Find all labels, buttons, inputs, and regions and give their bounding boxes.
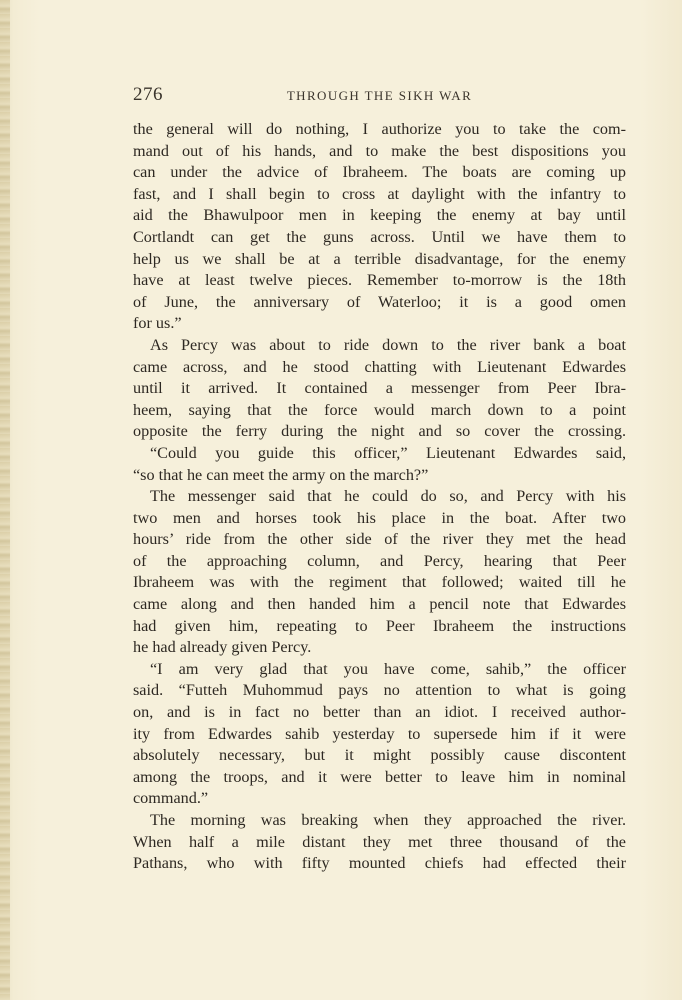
text-line: hours’ ride from the other side of the river they met the head [133,530,626,549]
text-line: aid the Bhawulpoor men in keeping the enemy at bay until [133,206,626,225]
text-line: until it arrived. It contained a messenger from Peer Ibra- [133,379,626,398]
text-line: ity from Edwardes sahib yesterday to supersede him if it were [133,724,626,743]
text-line: can under the advice of Ibraheem. The boats are coming up [133,163,626,182]
text-line: command.” [133,789,209,808]
text-line: “I am very glad that you have come, sahib,” the officer [150,659,626,678]
text-line: among the troops, and it were better to leave him in nominal [133,767,626,786]
page-spine-shadow [0,0,10,1000]
text-line: came across, and he stood chatting with Lieutenant Edwardes [133,357,626,376]
running-title: THROUGH THE SIKH WAR [286,88,473,103]
body-text [133,119,626,875]
text-line: When half a mile distant they met three thousand of the [133,832,626,851]
text-line: Cortlandt can get the guns across. Until we have them to [133,227,626,246]
page-number: 276 [133,84,163,105]
text-line: “so that he can meet the army on the march?” [133,465,429,484]
text-line: The messenger said that he could do so, and Percy with his [150,487,626,506]
text-line: Ibraheem was with the regiment that followed; waited till he [133,573,626,592]
text-line: for us.” [133,314,182,333]
text-line: As Percy was about to ride down to the river bank a boat [150,335,626,354]
text-line: fast, and I shall begin to cross at daylight with the infantry to [133,184,626,203]
text-line: he had already given Percy. [133,638,312,657]
text-line: Pathans, who with fifty mounted chiefs had effected their [133,854,626,873]
text-line: on, and is in fact no better than an idiot. I received author- [133,703,626,722]
text-line: came along and then handed him a pencil note that Edwardes [133,595,626,614]
running-head [133,84,626,108]
text-line: the general will do nothing, I authorize you to take the com- [133,120,626,138]
text-line: absolutely necessary, but it might possibly cause discontent [133,746,626,765]
text-line: have at least twelve pieces. Remember to-morrow is the 18th [133,271,626,290]
text-line: The morning was breaking when they approached the river. [150,811,626,829]
text-line: heem, saying that the force would march down to a point [133,400,626,419]
text-line: two men and horses took his place in the boat. After two [133,508,626,527]
text-line: mand out of his hands, and to make the best dispositions you [133,141,626,160]
text-line: had given him, repeating to Peer Ibraheem the instructions [133,616,626,635]
text-line: said. “Futteh Muhommud pays no attention to what is going [133,681,626,700]
text-line: of the approaching column, and Percy, hearing that Peer [133,551,626,570]
text-line: of June, the anniversary of Waterloo; it is a good omen [133,292,626,311]
text-line: “Could you guide this officer,” Lieutenant Edwardes said, [150,443,626,462]
text-line: opposite the ferry during the night and so cover the crossing. [133,422,626,441]
text-line: help us we shall be at a terrible disadvantage, for the enemy [133,249,626,268]
